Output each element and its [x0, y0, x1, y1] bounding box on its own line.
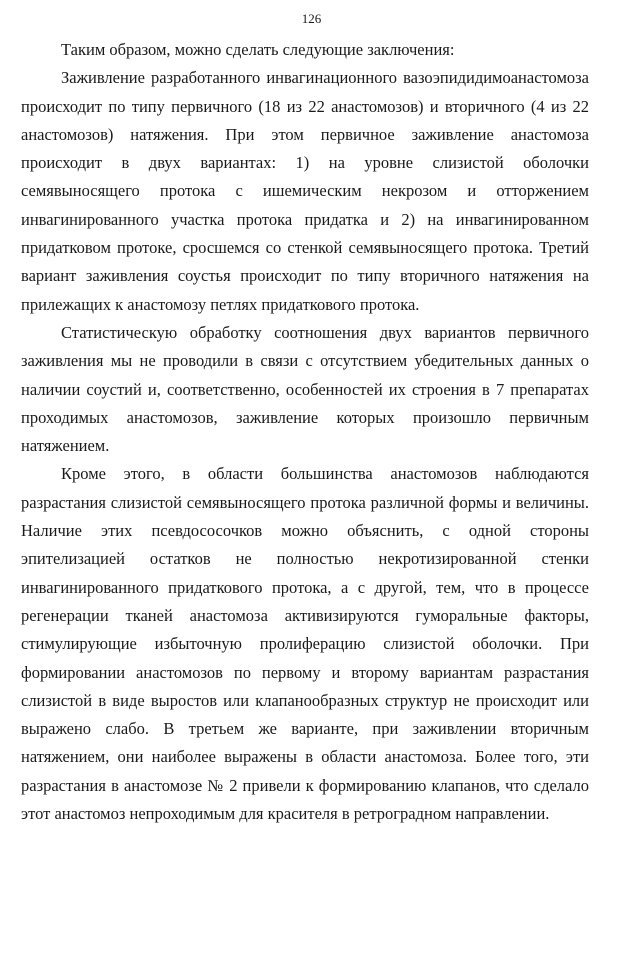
paragraph-healing-variants: Заживление разработанного инвагинационного вазоэпидидимоанастомоза происходит по типу первичного (18 из 22 анастомозов) и вторичного (4 из 22 анастомозов) натяжения. При этом первичное заживление анастомоза происходит в двух вариантах: 1) на уровне слизистой оболочки семявыносящего протока с ишемическим некрозом и отторжением инвагинированного участка протока придатка и 2) на инвагинированном придатковом протоке, сросшемся со стенкой семявыносящего протока. Третий вариант заживления соустья происходит по типу вторичного натяжения на прилежащих к анастомозу петлях придаткового протока. — [21, 68, 589, 314]
paragraph-statistics: Статистическую обработку соотношения двух вариантов первичного заживления мы не проводили в связи с отсутствием убедительных данных о наличии соустий и, соответственно, особенностей их строения в 7 препаратах проходимых анастомозов, заживление которых произошло первичным натяжением. — [21, 322, 589, 456]
paragraph-conclusions-intro: Таким образом, можно сделать следующие заключения: — [61, 40, 455, 59]
page-number: 126 — [301, 11, 322, 26]
body-text — [21, 36, 589, 828]
paragraph-mucosa-growths: Кроме этого, в области большинства анастомозов наблюдаются разрастания слизистой семявыносящего протока различной формы и величины. Наличие этих псевдососочков можно объяснить, с одной стороны эпителизацией остатков не полностью некротизированной стенки инвагинированного придаткового протока, а с другой, тем, что в процессе регенерации тканей анастомоза активизируются гуморальные факторы, стимулирующие избыточную пролиферацию слизистой оболочки. При формировании анастомозов по первому и второму вариантам разрастания слизистой в виде выростов или клапанообразных структур не происходит или выражено слабо. В третьем же варианте, при заживлении вторичным натяжением, они наиболее выражены в области анастомоза. Более того, эти разрастания в анастомозе № 2 привели к формированию клапанов, что сделало этот анастомоз непроходимым для красителя в ретроградном направлении. — [21, 464, 589, 824]
